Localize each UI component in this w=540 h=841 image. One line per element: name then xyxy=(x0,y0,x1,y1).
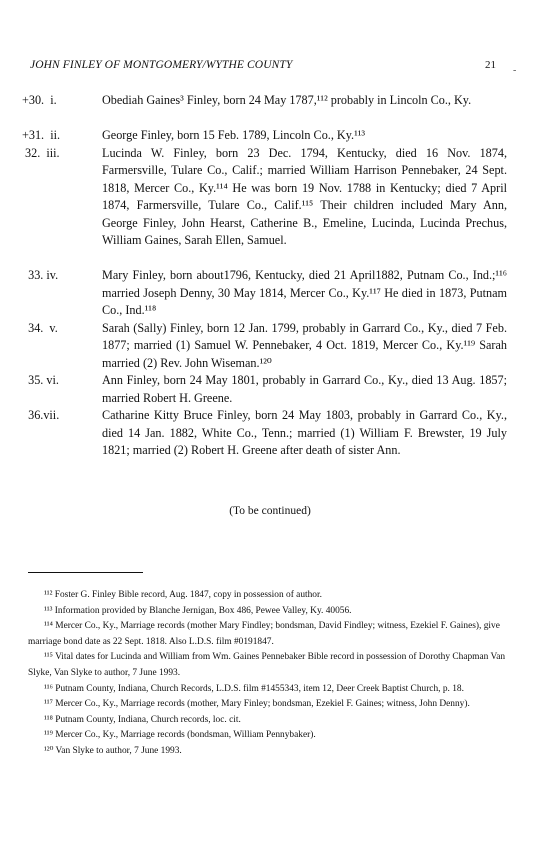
entry-32 xyxy=(22,145,507,268)
entry-number: 32. iii. xyxy=(22,145,60,160)
entry-35 xyxy=(22,372,507,407)
page-number: 21 xyxy=(485,59,496,71)
entry-text: Catharine Kitty Bruce Finley, born 24 May 1803, probably in Garrard Co., Ky., died 14 Jan. 1882, White Co., Tenn.; married (1) William F. Brewster, 19 July 1821; married (2) Robert H. Greene after death of sister Ann. xyxy=(102,408,507,457)
to-be-continued: (To be continued) xyxy=(229,505,311,517)
entry-text: Lucinda W. Finley, born 23 Dec. 1794, Kentucky, died 16 Nov. 1874, Farmersville, Tulare Co., Calif.; married William Harrison Pennebaker, 24 Sept. 1818, Mercer Co., Ky.¹¹⁴ He was born 19 Nov. 1788 in Kentucky; died 7 April 1874, Farmersville, Tulare Co., Calif.¹¹⁵ Their children included Mary Ann, George Finley, John Hearst, Catherine B., Emeline, Lucinda, Lucinda Prechus, William Gaines, Sarah Ellen, Samuel. xyxy=(102,145,507,247)
entry-number: 35. vi. xyxy=(22,373,59,387)
entry-number: 33. iv. xyxy=(22,268,59,282)
entry-number: 34. v. xyxy=(22,320,58,335)
footnote-114: ¹¹⁴ Mercer Co., Ky., Marriage records (mother Mary Findley; bondsman, David Findley; witness, Ezekiel F. Gaines), give marriage bond date as 22 Sept. 1818. Also L.D.S. film #0191847. xyxy=(28,621,500,647)
footnote-rule xyxy=(28,572,143,573)
footnote-120: ¹²⁰ Van Slyke to author, 7 June 1993. xyxy=(44,745,182,756)
entry-text: Mary Finley, born about1796, Kentucky, died 21 April1882, Putnam Co., Ind.;¹¹⁶ married Joseph Denny, 30 May 1814, Mercer Co., Ky.¹¹⁷ He died in 1873, Putnam Co., Ind.¹¹⁸ xyxy=(102,268,507,317)
entry-text: Obediah Gaines³ Finley, born 24 May 1787,¹¹² probably in Lincoln Co., Ky. xyxy=(102,93,472,107)
entry-36 xyxy=(22,407,507,460)
footnote-116: ¹¹⁶ Putnam County, Indiana, Church Records, L.D.S. film #1455343, item 12, Deer Creek Baptist Church, p. 18. xyxy=(44,683,464,694)
footnote-119: ¹¹⁹ Mercer Co., Ky., Marriage records (bondsman, William Pennybaker). xyxy=(44,730,316,741)
footnote-115: ¹¹⁵ Vital dates for Lucinda and William from Wm. Gaines Pennebaker Bible record in possession of Dorothy Chapman Van Slyke, Van Slyke to author, 7 June 1993. xyxy=(28,652,506,678)
entry-number: 36.vii. xyxy=(22,408,60,422)
footnote-118: ¹¹⁸ Putnam County, Indiana, Church records, loc. cit. xyxy=(44,714,241,725)
footnote-113: ¹¹³ Information provided by Blanche Jernigan, Box 486, Pewee Valley, Ky. 40056. xyxy=(44,605,352,616)
entry-30 xyxy=(22,92,507,127)
genealogy-entries xyxy=(22,92,507,460)
entry-number: +31. ii. xyxy=(22,128,61,142)
footnotes xyxy=(28,588,508,760)
entry-31 xyxy=(22,127,507,145)
footnote-117: ¹¹⁷ Mercer Co., Ky., Marriage records (mother, Mary Finley; bondsman, Ezekiel F. Gaines; witness, John Denny). xyxy=(44,699,470,710)
footnote-112: ¹¹² Foster G. Finley Bible record, Aug. 1847, copy in possession of author. xyxy=(44,590,322,600)
entry-33 xyxy=(22,267,507,320)
running-title: JOHN FINLEY OF MONTGOMERY/WYTHE COUNTY xyxy=(30,59,293,71)
entry-34 xyxy=(22,320,507,373)
entry-number: +30. i. xyxy=(22,93,57,107)
page-edge-mark: - xyxy=(513,65,517,76)
entry-text: Ann Finley, born 24 May 1801, probably in Garrard Co., Ky., died 13 Aug. 1857; married Robert H. Greene. xyxy=(102,373,507,405)
entry-text: Sarah (Sally) Finley, born 12 Jan. 1799, probably in Garrard Co., Ky., died 7 Feb. 1877; married (1) Samuel W. Pennebaker, 4 Oct. 1819, Mercer Co., Ky.¹¹⁹ Sarah married (2) Rev. John Wiseman.¹²⁰ xyxy=(102,320,507,370)
entry-text: George Finley, born 15 Feb. 1789, Lincoln Co., Ky.¹¹³ xyxy=(102,128,366,142)
